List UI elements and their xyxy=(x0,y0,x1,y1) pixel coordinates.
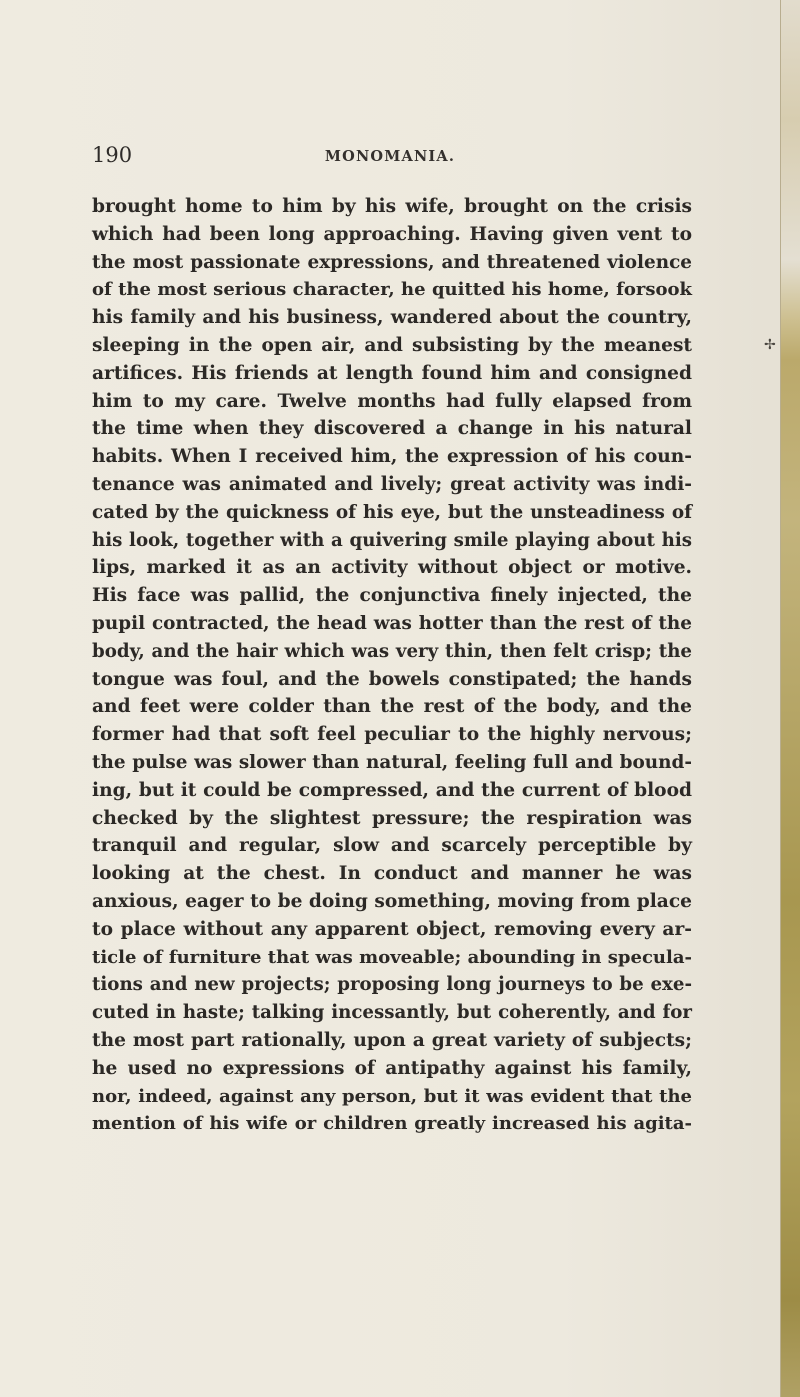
text-line: looking at the chest. In conduct and manner he was xyxy=(92,863,692,885)
text-line: which had been long approaching. Having given vent to xyxy=(92,223,692,245)
page-number: 190 xyxy=(92,143,133,167)
text-line: sleeping in the open air, and subsisting by the meanest xyxy=(92,334,692,356)
text-line: his family and his business, wandered about the country, xyxy=(92,307,692,329)
text-line: lips, marked it as an activity without object or motive. xyxy=(92,557,692,579)
text-line: nor, indeed, against any person, but it was evident that the xyxy=(92,1085,692,1107)
text-line: to place without any apparent object, removing every ar- xyxy=(92,918,692,940)
text-line: him to my care. Twelve months had fully elapsed from xyxy=(92,390,692,412)
text-line: cated by the quickness of his eye, but the unsteadiness of xyxy=(92,501,692,523)
page-header xyxy=(92,143,688,173)
text-line: of the most serious character, he quitted his home, forsook xyxy=(92,279,692,301)
text-line: ing, but it could be compressed, and the current of blood xyxy=(92,779,692,801)
text-line: His face was pallid, the conjunctiva finely injected, the xyxy=(92,585,692,607)
page-edge xyxy=(780,0,800,1397)
text-line: tranquil and regular, slow and scarcely perceptible by xyxy=(92,835,692,857)
text-line: tions and new projects; proposing long journeys to be exe- xyxy=(92,974,692,996)
text-line: artifices. His friends at length found him and consigned xyxy=(92,362,692,384)
text-line: his look, together with a quivering smile playing about his xyxy=(92,529,692,551)
text-line: the most part rationally, upon a great variety of subjects; xyxy=(92,1029,692,1051)
text-line: checked by the slightest pressure; the respiration was xyxy=(92,807,692,829)
body-text xyxy=(92,193,692,1138)
text-line: body, and the hair which was very thin, then felt crisp; the xyxy=(92,640,692,662)
text-line: pupil contracted, the head was hotter than the rest of the xyxy=(92,612,692,634)
page-edge-line xyxy=(780,0,781,1397)
text-line: ticle of furniture that was moveable; abounding in specula- xyxy=(92,946,692,968)
text-line: tongue was foul, and the bowels constipated; the hands xyxy=(92,668,692,690)
text-line: brought home to him by his wife, brought on the crisis xyxy=(92,196,692,217)
text-line: the time when they discovered a change in his natural xyxy=(92,418,692,440)
text-line: habits. When I received him, the expression of his coun- xyxy=(92,446,692,468)
text-line: former had that soft feel peculiar to the highly nervous; xyxy=(92,724,692,746)
text-line: cuted in haste; talking incessantly, but coherently, and for xyxy=(92,1002,692,1024)
text-line: and feet were colder than the rest of the body, and the xyxy=(92,696,692,718)
margin-mark-icon: ✢ xyxy=(764,337,776,353)
text-line: the most passionate expressions, and threatened violence xyxy=(92,251,692,273)
text-line: tenance was animated and lively; great activity was indi- xyxy=(92,473,692,495)
text-line: anxious, eager to be doing something, moving from place xyxy=(92,890,692,912)
running-head: MONOMANIA. xyxy=(324,148,456,165)
text-line: mention of his wife or children greatly increased his agita- xyxy=(92,1113,692,1135)
text-line: the pulse was slower than natural, feeling full and bound- xyxy=(92,751,692,773)
text-line: he used no expressions of antipathy against his family, xyxy=(92,1057,692,1079)
